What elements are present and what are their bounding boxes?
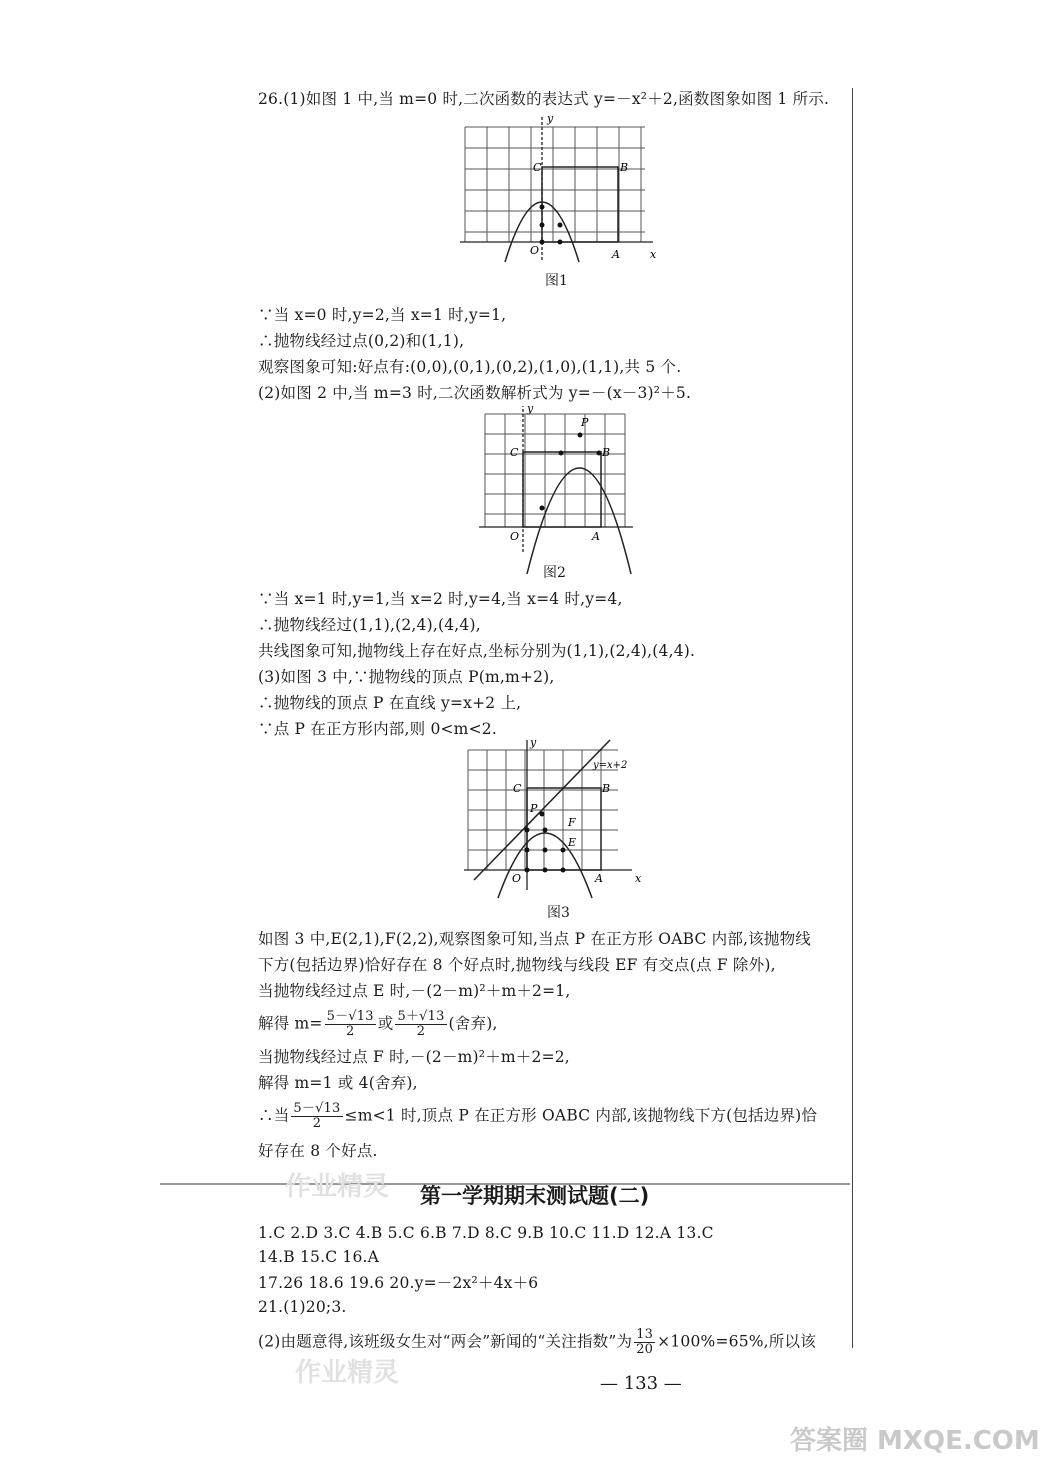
right-margin-rule xyxy=(852,88,853,1348)
site-watermark: 答案圈 MXQE.COM xyxy=(790,1426,1040,1456)
square-oabc xyxy=(523,452,601,527)
solution-line xyxy=(258,1010,498,1039)
answer-line: 21.(1)20;3. xyxy=(258,1298,347,1316)
label-e: E xyxy=(568,836,577,849)
y-label: y xyxy=(530,736,537,749)
parabola xyxy=(498,833,592,898)
label-c: C xyxy=(510,446,519,459)
parabola xyxy=(527,468,631,574)
grid xyxy=(485,414,625,527)
denominator: 2 xyxy=(345,1024,355,1039)
text-line: 解得 m=1 或 4(舍弃), xyxy=(258,1074,418,1092)
denominator: 2 xyxy=(312,1116,322,1131)
label-c: C xyxy=(533,161,542,174)
text-line: (2)如图 2 中,当 m=3 时,二次函数解析式为 y=－(x－3)²＋5. xyxy=(258,384,692,402)
text-line: 当抛物线经过点 E 时,－(2－m)²＋m＋2=1, xyxy=(258,982,571,1000)
text: ×100%=65%,所以该 xyxy=(657,1332,816,1351)
label-b: B xyxy=(602,446,611,459)
label-f: F xyxy=(568,816,576,829)
text-line: 观察图象可知:好点有:(0,0),(0,1),(0,2),(1,0),(1,1),共 5 个. xyxy=(258,358,682,376)
text-line: ∴抛物线的顶点 P 在直线 y=x+2 上, xyxy=(258,694,522,712)
label-p: P xyxy=(530,802,538,815)
faint-watermark: 作业精灵 xyxy=(285,1172,390,1202)
text: ≤m<1 时,顶点 P 在正方形 OABC 内部,该抛物线下方(包括边界)恰 xyxy=(344,1106,818,1125)
text-line: 如图 3 中,E(2,1),F(2,2),观察图象可知,当点 P 在正方形 OABC 内部,该抛物线 xyxy=(258,930,811,948)
text-line: (3)如图 3 中,∵抛物线的顶点 P(m,m+2), xyxy=(258,668,555,686)
fraction xyxy=(325,1010,376,1039)
fraction xyxy=(634,1328,655,1357)
text-line: 共线图象可知,抛物线上存在好点,坐标分别为(1,1),(2,4),(4,4). xyxy=(258,642,696,660)
section-title: 第一学期期末测试题(二) xyxy=(420,1184,650,1208)
text: (舍弃), xyxy=(448,1014,498,1033)
x-label: x xyxy=(650,248,657,261)
label-b: B xyxy=(620,161,629,174)
fraction xyxy=(291,1102,342,1131)
text-line: ∵当 x=0 时,y=2,当 x=1 时,y=1, xyxy=(258,306,507,324)
label-o: O xyxy=(510,530,520,543)
text-line: ∵当 x=1 时,y=1,当 x=2 时,y=4,当 x=4 时,y=4, xyxy=(258,590,623,608)
answer-line: 1.C 2.D 3.C 4.B 5.C 6.B 7.D 8.C 9.B 10.C 11.D 12.A 13.C xyxy=(258,1224,714,1242)
label-b: B xyxy=(602,782,611,795)
numerator: 5－√13 xyxy=(326,1009,374,1024)
line-label: y=x+2 xyxy=(593,760,628,771)
figure-1 xyxy=(455,112,660,262)
label-o: O xyxy=(512,872,522,885)
square-oabc xyxy=(527,788,601,870)
y-label: y xyxy=(547,112,554,125)
text-line: ∴抛物线经过点(0,2)和(1,1), xyxy=(258,332,465,350)
figure-1-caption: 图1 xyxy=(545,273,568,289)
text: ∴当 xyxy=(258,1106,290,1125)
text-line: ∴抛物线经过(1,1),(2,4),(4,4), xyxy=(258,616,481,634)
numerator: 5＋√13 xyxy=(397,1009,445,1024)
text-line: 好存在 8 个好点. xyxy=(258,1142,378,1160)
text-line: 下方(包括边界)恰好存在 8 个好点时,抛物线与线段 EF 有交点(点 F 除外), xyxy=(258,956,776,974)
text: (2)由题意得,该班级女生对“两会”新闻的“关注指数”为 xyxy=(258,1332,633,1351)
text-line: ∵点 P 在正方形内部,则 0<m<2. xyxy=(258,720,497,738)
conclusion-line xyxy=(258,1102,817,1131)
fraction xyxy=(395,1010,446,1039)
text: 或 xyxy=(377,1014,394,1033)
numerator: 5－√13 xyxy=(293,1101,341,1116)
figure-2 xyxy=(475,402,640,574)
x-label: x xyxy=(635,872,642,885)
text: 解得 m= xyxy=(258,1014,323,1033)
figure-2-caption: 图2 xyxy=(543,565,566,581)
numerator: 13 xyxy=(636,1327,654,1342)
label-o: O xyxy=(530,244,540,257)
label-c: C xyxy=(513,782,522,795)
text-line: 当抛物线经过点 F 时,－(2－m)²＋m＋2=2, xyxy=(258,1048,570,1066)
denominator: 2 xyxy=(416,1024,426,1039)
label-a: A xyxy=(592,530,600,543)
y-label: y xyxy=(527,402,534,415)
label-a: A xyxy=(595,872,603,885)
answer-line: 17.26 18.6 19.6 20.y=－2x²＋4x＋6 xyxy=(258,1274,539,1292)
label-p: P xyxy=(581,416,589,429)
figure-3 xyxy=(460,738,650,898)
faint-watermark: 作业精灵 xyxy=(295,1358,400,1388)
text-line: 26.(1)如图 1 中,当 m=0 时,二次函数的表达式 y=－x²＋2,函数图象如图 1 所示. xyxy=(258,90,830,108)
page-number: — 133 — xyxy=(600,1373,682,1394)
figure-3-caption: 图3 xyxy=(547,905,570,921)
label-a: A xyxy=(612,248,620,261)
denominator: 20 xyxy=(636,1342,654,1357)
answer-line: 14.B 15.C 16.A xyxy=(258,1248,380,1266)
